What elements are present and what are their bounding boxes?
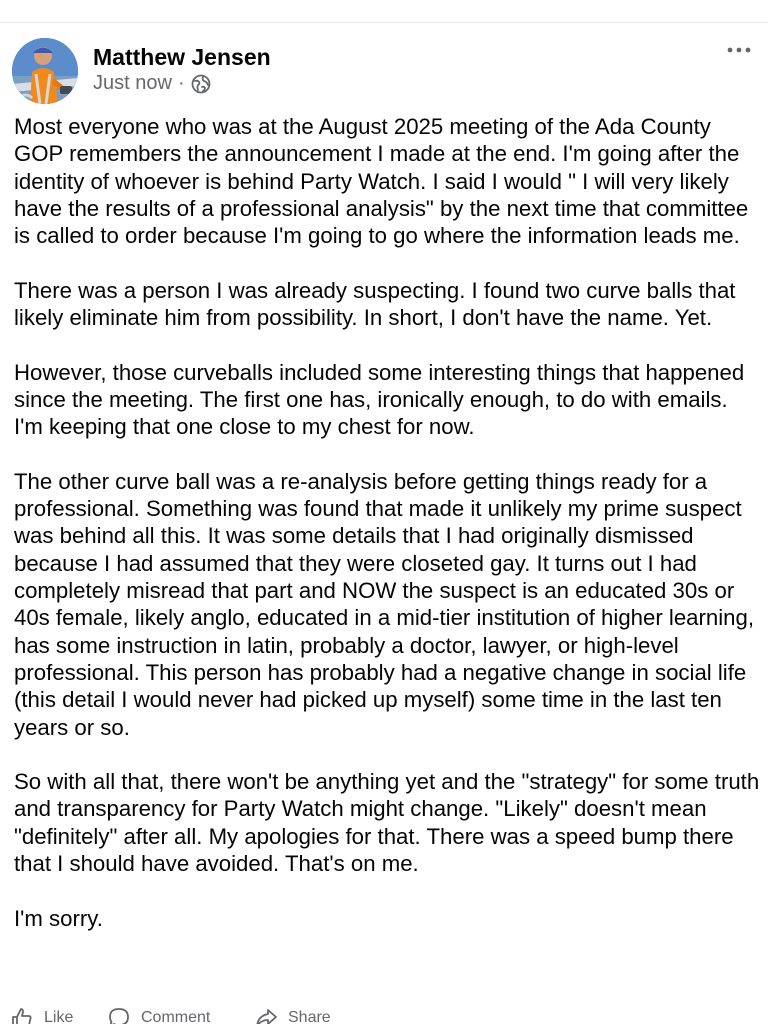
post-action-bar xyxy=(0,1006,768,1024)
post-header xyxy=(12,38,756,108)
top-divider xyxy=(0,0,768,23)
meta-separator: · xyxy=(177,72,185,94)
post-paragraph: Most everyone who was at the August 2025 meeting of the Ada County GOP remembers the announcement I made at the end. I'm going after the identity of whoever is behind Party Watch. I said I would " I will very likely have the results of a professional analysis" by the next time that committee is called to order because I'm going to go where the information leads me. xyxy=(14,114,749,249)
post-meta xyxy=(93,72,211,95)
like-button[interactable] xyxy=(10,1006,73,1024)
post-paragraph: The other curve ball was a re-analysis before getting things ready for a professional. Something was found that made it unlikely my prime suspect was behind all this. It was some details that I had originally dismissed because I had assumed that they were closeted gay. It turns out I had completely misread that part and NOW the suspect is an educated 30s or 40s female, likely anglo, educated in a mid-tier institution of higher learning, has some instruction in latin, probably a doctor, lawyer, or high-level professional. This person has probably had a negative change in social life (this detail I would never had picked up myself) some time in the last ten years or so. xyxy=(14,468,754,740)
post-paragraph: There was a person I was already suspecting. I found two curve balls that likely eliminate him from possibility. In short, I don't have the name. Yet. xyxy=(14,277,736,331)
post-body xyxy=(14,113,762,959)
comment-icon xyxy=(107,1006,131,1024)
more-options-icon xyxy=(727,47,751,53)
share-label: Share xyxy=(288,1009,331,1024)
avatar-photo xyxy=(12,38,78,104)
share-button[interactable] xyxy=(254,1006,331,1024)
post-paragraph: So with all that, there won't be anything yet and the "strategy" for some truth and transparency for Party Watch might change. "Likely" doesn't mean "definitely" after all. My apologies for that. There was a speed bump there that I should have avoided. That's on me. xyxy=(14,769,760,877)
post-timestamp[interactable]: Just now xyxy=(93,72,172,94)
share-icon xyxy=(254,1006,278,1024)
author-name[interactable]: Matthew Jensen xyxy=(93,44,271,70)
avatar[interactable] xyxy=(12,38,78,104)
like-label: Like xyxy=(44,1009,74,1024)
globe-icon[interactable] xyxy=(191,74,211,94)
comment-button[interactable] xyxy=(107,1006,210,1024)
post-paragraph: I'm sorry. xyxy=(14,905,103,931)
post-paragraph: However, those curveballs included some interesting things that happened since the meeting. The first one has, ironically enough, to do with emails. I'm keeping that one close to my chest for now. xyxy=(14,359,745,440)
comment-label: Comment xyxy=(141,1009,211,1024)
thumbs-up-icon xyxy=(10,1006,34,1024)
more-options-button[interactable] xyxy=(724,38,754,62)
